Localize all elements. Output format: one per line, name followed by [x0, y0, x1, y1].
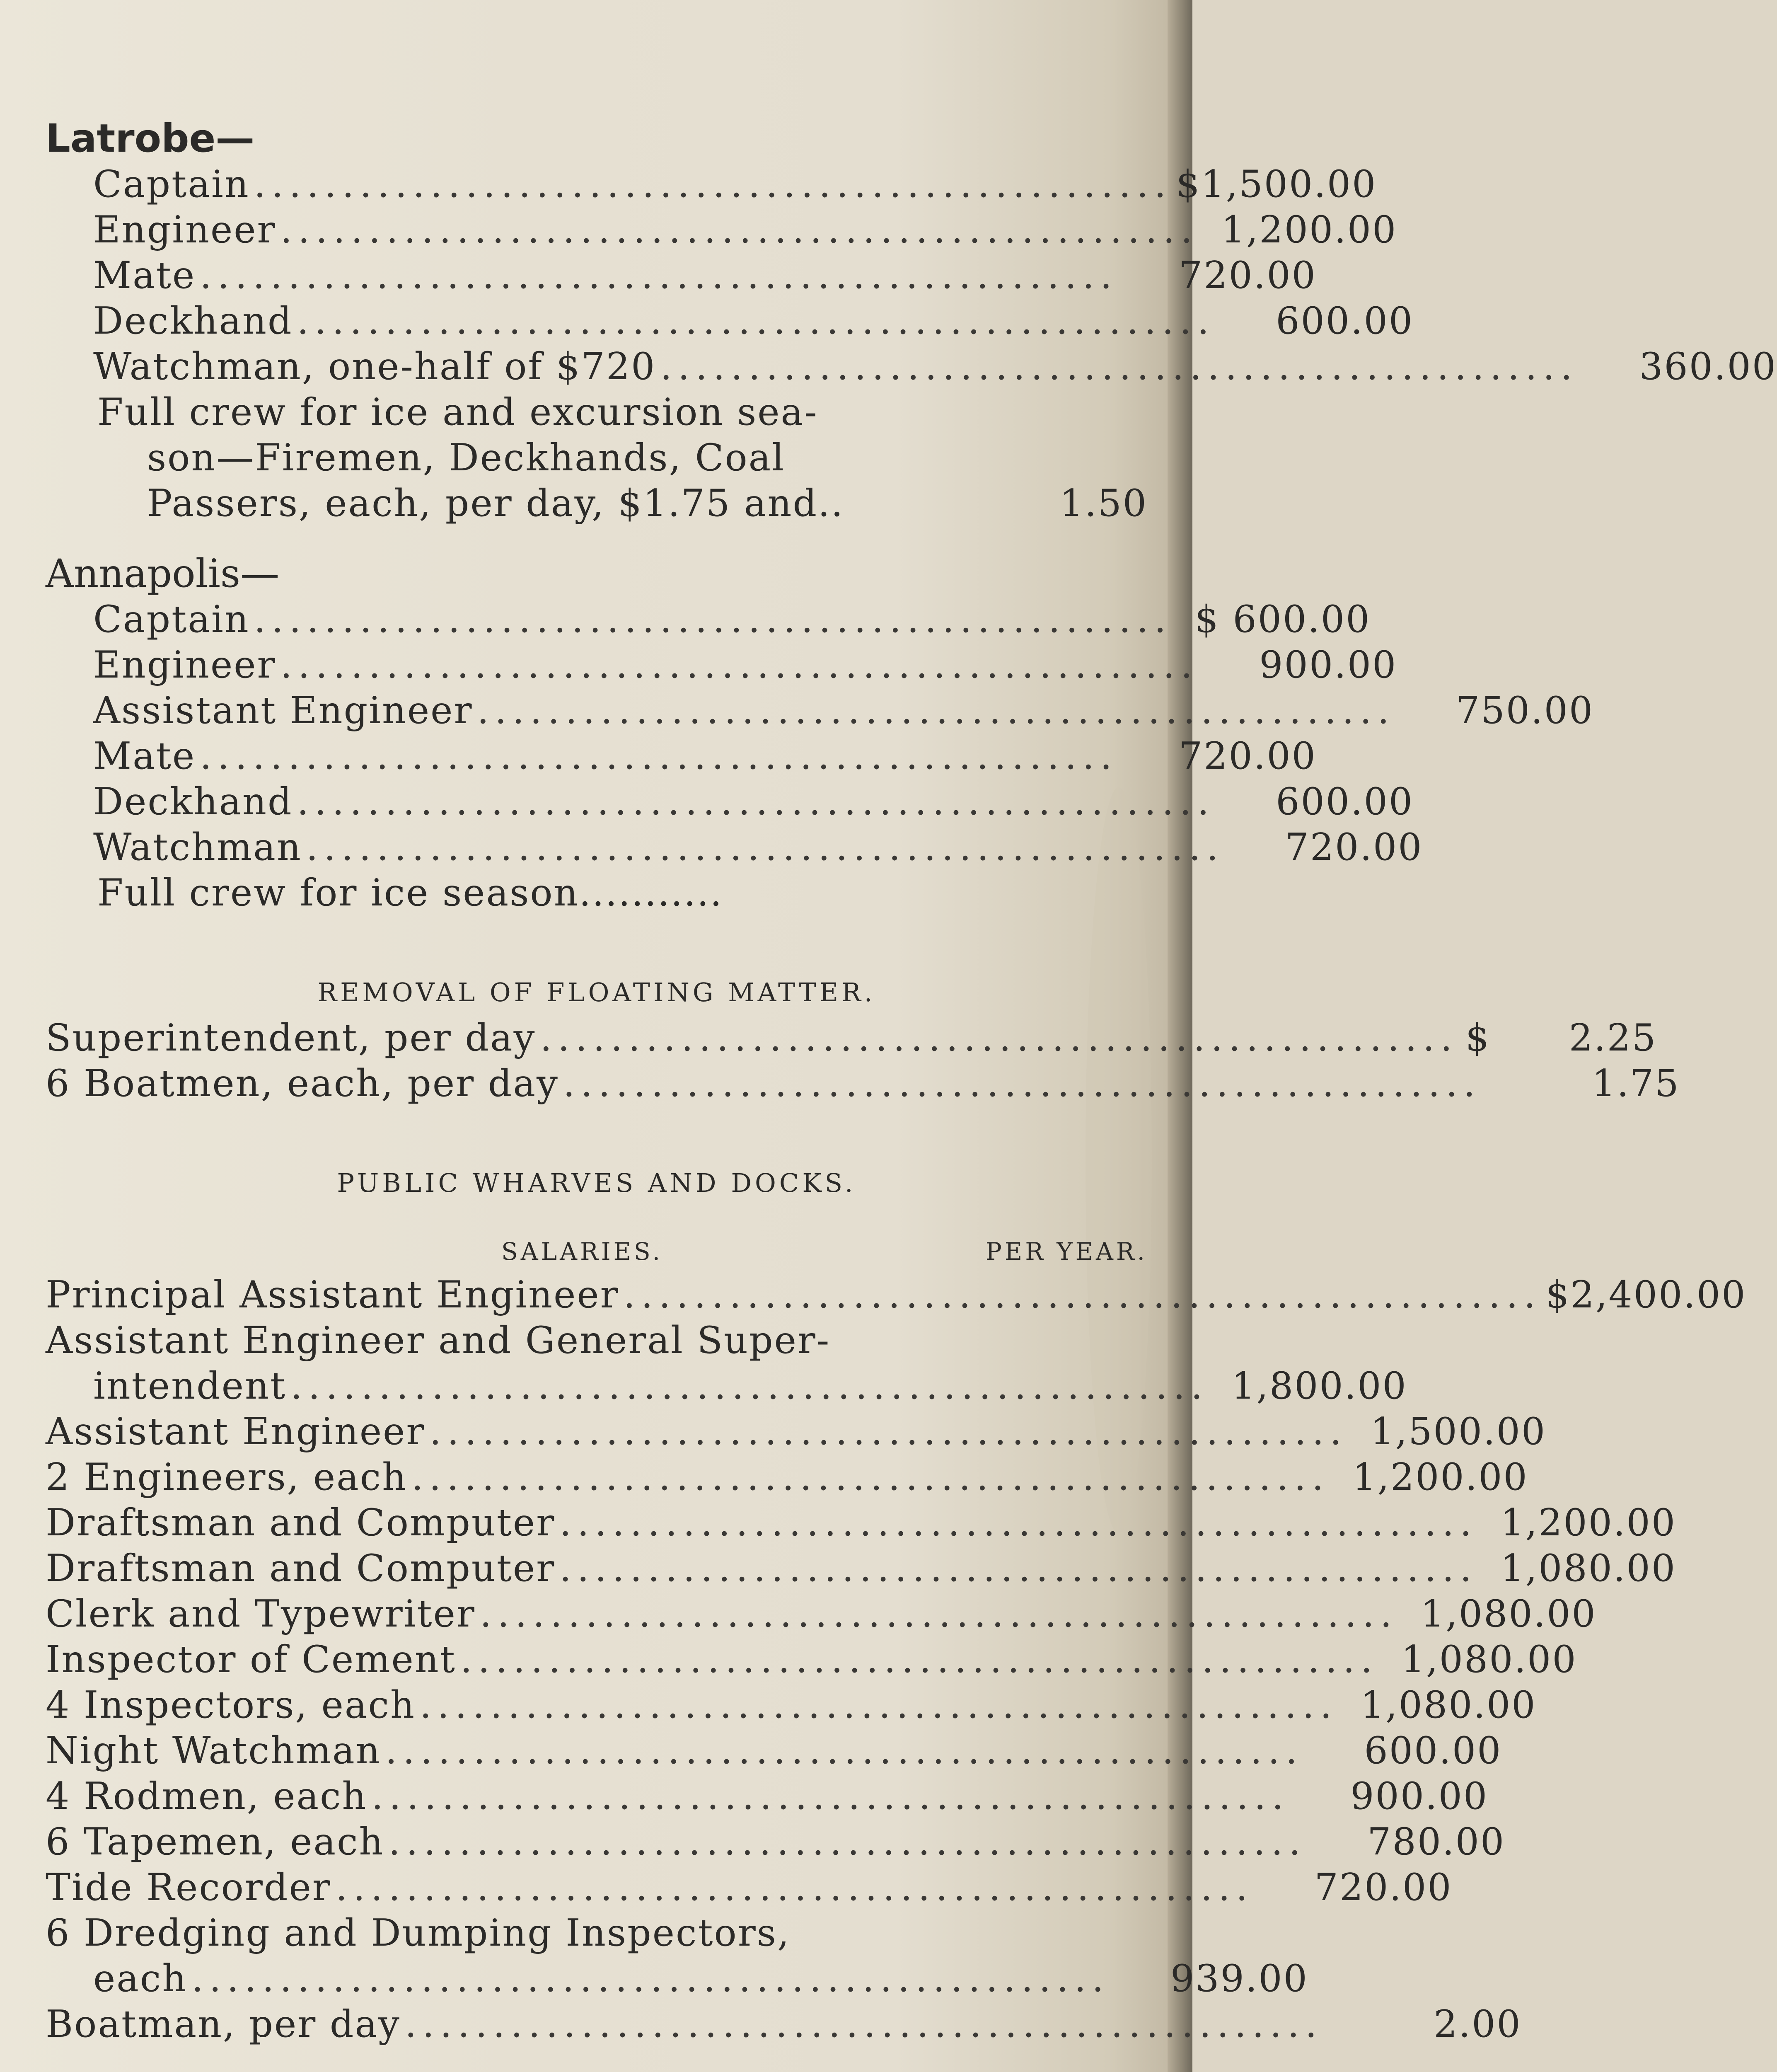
- annapolis-heading: Annapolis—: [46, 551, 280, 596]
- dot-leader: ....................................................: [254, 598, 1172, 641]
- row-value: $2,400.00: [1545, 1273, 1747, 1317]
- dot-leader: ....................................................: [385, 1729, 1303, 1772]
- per-year-column-header: PER YEAR.: [985, 1237, 1148, 1266]
- page-content: [46, 116, 1777, 2047]
- row-value: 360.00: [1639, 345, 1777, 388]
- wharves-salary-row: [46, 1682, 1537, 1728]
- row-label: 4 Inspectors, each: [46, 1683, 416, 1727]
- row-label: 6 Boatmen, each, per day: [46, 1062, 559, 1105]
- row-value: $ 2.25: [1465, 1016, 1657, 1060]
- row-label: Draftsman and Computer: [46, 1547, 556, 1590]
- dot-leader: ....................................................: [623, 1273, 1542, 1317]
- dot-leader: ....................................................: [479, 1592, 1398, 1636]
- wharves-column-headers: [46, 1231, 1148, 1272]
- wharves-salary-row: [46, 1637, 1577, 1682]
- dot-leader: ....................................................: [404, 2002, 1323, 2046]
- wharves-salary-row: [46, 1591, 1597, 1637]
- row-label: Mate: [93, 734, 196, 778]
- wharves-salary-row: [46, 1728, 1502, 1774]
- row-label: Assistant Engineer: [93, 689, 473, 732]
- removal-row-superintendent: [46, 1015, 1657, 1061]
- row-value: 900.00: [1259, 643, 1397, 687]
- wharves-section-title: PUBLIC WHARVES AND DOCKS.: [337, 1168, 856, 1198]
- annapolis-row-mate: [46, 733, 1317, 779]
- dot-leader: ....................................................: [460, 1638, 1378, 1681]
- row-value: 1,500.00: [1370, 1410, 1547, 1453]
- wharves-general-line-1: Assistant Engineer and General Super-: [46, 1319, 831, 1362]
- latrobe-row-mate: [46, 253, 1317, 298]
- row-value: 1,200.00: [1500, 1501, 1676, 1544]
- latrobe-crew-line-1: Full crew for ice and excursion sea-: [97, 390, 818, 434]
- dot-leader: ....................................................: [254, 162, 1172, 206]
- row-label: Captain: [93, 598, 250, 641]
- annapolis-row-deckhand: [46, 779, 1414, 825]
- dot-leader: ....................................................: [429, 1410, 1348, 1453]
- wharves-row-boatman: [46, 2002, 1522, 2047]
- row-label: Night Watchman: [46, 1729, 381, 1772]
- row-label: Watchman, one-half of $720: [93, 345, 656, 388]
- dot-leader: ....................................................: [297, 299, 1215, 343]
- dot-leader: ....................................................: [335, 1866, 1254, 1909]
- row-value: 1,080.00: [1420, 1592, 1597, 1636]
- dot-leader: ....................................................: [419, 1683, 1338, 1727]
- row-value: 1,080.00: [1401, 1638, 1577, 1681]
- row-value: 900.00: [1350, 1774, 1489, 1818]
- row-label: Clerk and Typewriter: [46, 1592, 476, 1636]
- salaries-column-header: SALARIES.: [501, 1237, 663, 1266]
- row-value: 1,200.00: [1221, 208, 1397, 252]
- dot-leader: ....................................................: [559, 1501, 1477, 1544]
- latrobe-row-watchman: [46, 344, 1777, 390]
- row-label: Mate: [93, 254, 196, 297]
- dot-leader: ....................................................: [477, 689, 1395, 732]
- dot-leader: ....................................................: [280, 643, 1199, 687]
- wharves-salary-row: [46, 1774, 1489, 1819]
- dot-leader: ....................................................: [200, 734, 1118, 778]
- latrobe-crew-line-2: son—Firemen, Deckhands, Coal: [147, 436, 786, 479]
- row-value: 720.00: [1178, 254, 1317, 297]
- annapolis-row-assistant-engineer: [46, 688, 1594, 733]
- row-label: 6 Tapemen, each: [46, 1820, 384, 1864]
- removal-section-title: REMOVAL OF FLOATING MATTER.: [317, 977, 876, 1007]
- latrobe-crew-line-3: [46, 481, 1148, 526]
- row-label: intendent: [93, 1364, 287, 1408]
- annapolis-crew-line: Full crew for ice season...........: [97, 871, 723, 915]
- dot-leader: ....................................................: [411, 1455, 1330, 1499]
- row-label: Deckhand: [93, 780, 293, 823]
- row-value: $ 600.00: [1194, 598, 1371, 641]
- row-value: 1,080.00: [1500, 1547, 1676, 1590]
- row-value: 1,080.00: [1360, 1683, 1537, 1727]
- row-label: Boatman, per day: [46, 2002, 401, 2046]
- dot-leader: ....................................................: [191, 1957, 1110, 2000]
- dot-leader: ....................................................: [563, 1062, 1481, 1105]
- dot-leader: ....................................................: [371, 1774, 1290, 1818]
- row-value: $1,500.00: [1176, 162, 1377, 206]
- wharves-salary-row: [46, 1500, 1676, 1546]
- row-label: Engineer: [93, 643, 276, 687]
- wharves-salary-row: [46, 1546, 1676, 1591]
- latrobe-row-captain: [46, 162, 1377, 207]
- row-label: Watchman: [93, 825, 302, 869]
- dot-leader: ....................................................: [660, 345, 1578, 388]
- annapolis-row-watchman: [46, 825, 1423, 870]
- row-label: Inspector of Cement: [46, 1638, 456, 1681]
- row-label: Deckhand: [93, 299, 293, 343]
- row-label: Principal Assistant Engineer: [46, 1273, 619, 1317]
- row-value: 750.00: [1456, 689, 1594, 732]
- row-label: Assistant Engineer: [46, 1410, 426, 1453]
- wharves-general-line-2: [46, 1363, 1407, 1409]
- wharves-dredging-line-1: 6 Dredging and Dumping Inspectors,: [46, 1911, 791, 1955]
- row-label: Captain: [93, 162, 250, 206]
- row-value: 780.00: [1367, 1820, 1506, 1864]
- row-value: 1,800.00: [1231, 1364, 1407, 1408]
- row-value: 600.00: [1276, 780, 1414, 823]
- annapolis-row-engineer: [46, 642, 1397, 688]
- row-label: Tide Recorder: [46, 1866, 331, 1909]
- latrobe-row-engineer: [46, 207, 1397, 253]
- row-value: 1,200.00: [1352, 1455, 1528, 1499]
- row-label: each: [93, 1957, 188, 2000]
- row-value: 939.00: [1170, 1957, 1308, 2000]
- wharves-salary-row: [46, 1865, 1453, 1910]
- removal-row-boatmen: [46, 1061, 1680, 1106]
- dot-leader: ....................................................: [280, 208, 1199, 252]
- row-value: 720.00: [1314, 1866, 1453, 1909]
- dot-leader: ....................................................: [200, 254, 1118, 297]
- wharves-row-principal: [46, 1272, 1747, 1318]
- row-label: 4 Rodmen, each: [46, 1774, 367, 1818]
- dot-leader: ....................................................: [306, 825, 1224, 869]
- latrobe-heading: Latrobe—: [46, 116, 255, 161]
- row-value: 600.00: [1364, 1729, 1502, 1772]
- dot-leader: ....................................................: [297, 780, 1215, 823]
- row-value: 720.00: [1285, 825, 1423, 869]
- row-value: 720.00: [1178, 734, 1317, 778]
- wharves-salary-row: [46, 1819, 1506, 1865]
- row-value: 1.50: [1059, 482, 1148, 525]
- wharves-salary-row: [46, 1409, 1547, 1455]
- dot-leader: ....................................................: [559, 1547, 1477, 1590]
- row-label: Draftsman and Computer: [46, 1501, 556, 1544]
- row-label: Engineer: [93, 208, 276, 252]
- wharves-salary-row: [46, 1455, 1528, 1500]
- dot-leader: ....................................................: [540, 1016, 1458, 1060]
- row-label: 2 Engineers, each: [46, 1455, 408, 1499]
- row-value: 2.00: [1434, 2002, 1522, 2046]
- annapolis-row-captain: [46, 597, 1371, 642]
- dot-leader: ....................................................: [290, 1364, 1209, 1408]
- latrobe-row-deckhand: [46, 298, 1414, 344]
- row-label: Superintendent, per day: [46, 1016, 536, 1060]
- dot-leader: ....................................................: [388, 1820, 1307, 1864]
- row-value: 600.00: [1276, 299, 1414, 343]
- row-value: 1.75: [1592, 1062, 1680, 1105]
- wharves-dredging-line-2: [46, 1956, 1308, 2002]
- row-label: Passers, each, per day, $1.75 and..: [147, 482, 844, 525]
